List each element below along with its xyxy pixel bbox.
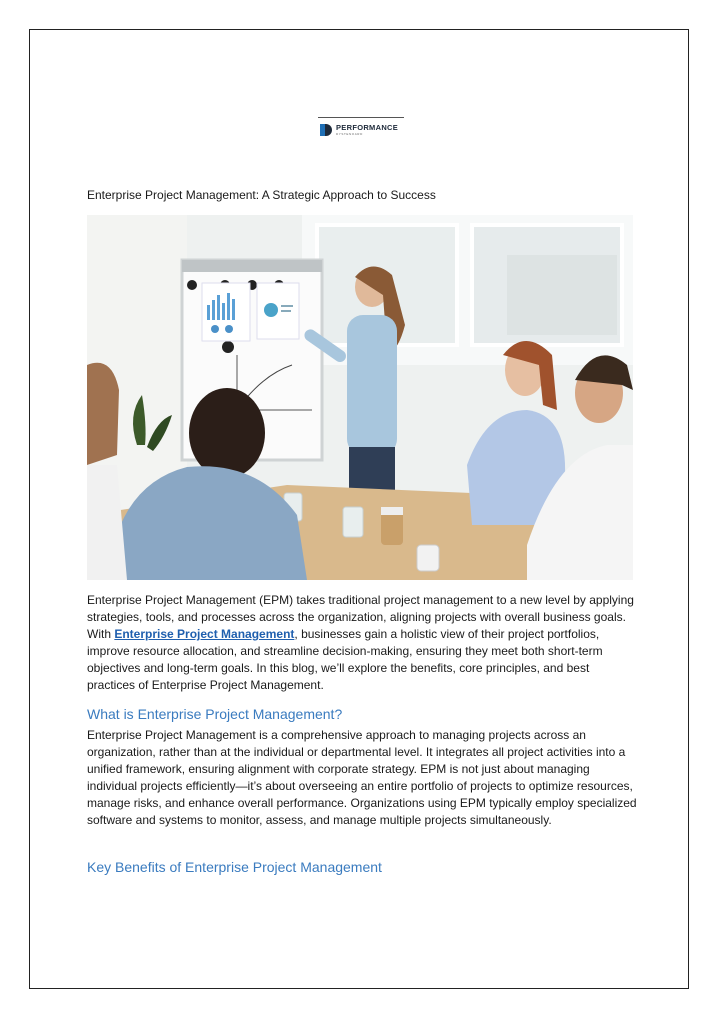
logo-icon xyxy=(320,124,332,136)
company-logo xyxy=(320,124,398,136)
meeting-photo xyxy=(87,215,633,580)
intro-text-after: , businesses gain a holistic view of their project portfolios, improve resource allocation, and streamline decision-making, ensuring they meet both short-term objectives and long-term goals. In this blog, we’ll explore the benefits, core principles, and best practices of Enterprise Project Management. xyxy=(87,627,603,692)
logo-subtitle: DYSTENOARD xyxy=(336,131,363,136)
section-heading-key-benefits: Key Benefits of Enterprise Project Management xyxy=(87,859,382,875)
document-title: Enterprise Project Management: A Strategic Approach to Success xyxy=(87,188,436,202)
intro-paragraph xyxy=(87,592,637,694)
section-heading-what-is-epm: What is Enterprise Project Management? xyxy=(87,706,343,722)
section-paragraph-what-is-epm: Enterprise Project Management is a comprehensive approach to managing projects across an organization, rather than at the individual or departmental level. It integrates all project activities into a unified framework, ensuring alignment with corporate strategy. EPM is not just about managing individual projects efficiently—it’s about overseeing an entire portfolio of projects to optimize resources, manage risks, and enhance overall performance. Organizations using EPM typically employ specialized software and systems to monitor, assess, and manage multiple projects simultaneously. xyxy=(87,728,637,827)
logo-divider xyxy=(318,117,404,118)
logo-name: PERFORMANCE xyxy=(336,123,399,133)
epm-link[interactable]: Enterprise Project Management xyxy=(114,627,295,641)
intro-text-before: Enterprise Project Management (EPM) takes traditional project management to a new level by applying strategies, tools, and processes across the organization, aligning projects with overall business goals. With xyxy=(87,593,634,641)
